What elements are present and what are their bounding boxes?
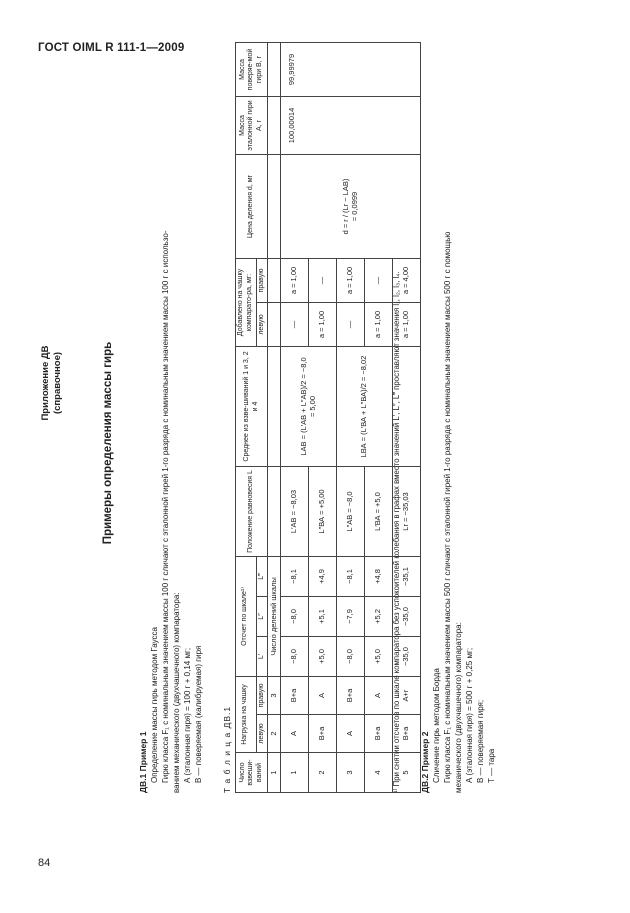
th-load-right: правую — [256, 677, 268, 715]
appendix-heading — [40, 283, 64, 483]
table-row — [280, 42, 308, 792]
example2-line4: А (эталонная гиря) = 500 г + 0,25 мг; — [465, 647, 474, 783]
example2-title: ДВ.2 Пример 2 — [420, 731, 430, 793]
example2-line2: Гирю класса F₁ с номинальным значением массы 500 г сличают с эталонной гирей 1-го разряда с номинальным значением массы 500 г с помощью — [443, 231, 452, 783]
th-mean: Среднее из взве-шиваний 1 и 3, 2 и 4 — [236, 347, 268, 467]
th-division: Цена деления d, мг — [236, 154, 268, 258]
footnote: ¹⁾ При снятии отсчетов по шкале компаратора без успокоителей колебания в графах вместо значений L′, L″, L‴ проставляют значения l₁, l₂, l₃, l₄. — [392, 271, 401, 793]
cell-pos: L″АВ = −8,0 — [336, 467, 364, 557]
note-cell-3: 3 — [268, 677, 280, 715]
cell-mean2: LВА = (L′ВА + L″ВА)/2 = −8,02 — [336, 347, 392, 467]
cell-l3: −35,1 — [392, 557, 420, 597]
th-reading-3: L‴ — [256, 557, 268, 597]
cell-left: B+a — [392, 715, 420, 753]
cell-pos: L′АВ = −8,03 — [280, 467, 308, 557]
main-title: Примеры определения массы гирь — [102, 341, 114, 545]
th-load: Нагрузка на чашку — [236, 677, 257, 753]
cell-division — [280, 154, 420, 258]
cell-l2: +5,1 — [308, 597, 336, 637]
cell-right: B+a — [336, 677, 364, 715]
note-cell-2: 2 — [268, 715, 280, 753]
cell-n: 5 — [392, 753, 420, 793]
th-ref-mass: Массa эталонной гири A, г — [236, 96, 268, 154]
example2-line1: Сличение гирь методом Борда — [432, 668, 441, 783]
cell-add-left: a = 1,00 — [392, 303, 420, 347]
cell-l2: −7,9 — [336, 597, 364, 637]
cell-left: B+a — [364, 715, 392, 753]
cell-l1: −8,0 — [280, 637, 308, 677]
note-cell-11 — [268, 154, 280, 258]
th-position: Положение равновесия L — [236, 467, 268, 557]
example2-line5: В — поверяемая гиря; — [476, 699, 485, 783]
cell-l2: −35,0 — [392, 597, 420, 637]
th-load-left: левую — [256, 715, 268, 753]
cell-pos: L′ВА = +5,0 — [364, 467, 392, 557]
cell-add-left: — — [336, 303, 364, 347]
cell-l3: +4,8 — [364, 557, 392, 597]
example1-line1: Определение массы гирь методом Гаусса — [150, 627, 159, 783]
cell-l1: +5,0 — [308, 637, 336, 677]
cell-n: 2 — [308, 753, 336, 793]
cell-add-right: a = 1,00 — [280, 258, 308, 302]
cell-l2: −8,0 — [280, 597, 308, 637]
example1-title: ДВ.1 Пример 1 — [138, 731, 148, 793]
example1-line4: А (эталонная гиря) = 100 г + 0,14 мг; — [183, 647, 192, 783]
cell-left: А — [280, 715, 308, 753]
note-cell-7 — [268, 467, 280, 557]
example1-line2: Гирю класса F₁ с номинальным значением массы 100 г сличают с эталонной гирей 1-го разряда с номинальным значением массы 100 г с использо- — [161, 230, 170, 783]
appendix-title: Приложение ДВ — [40, 345, 51, 421]
cell-left: А — [336, 715, 364, 753]
example2-line3: механического (двухчашечного) компаратора: — [454, 622, 463, 793]
cell-right: A+r — [392, 677, 420, 715]
cell-right: А — [308, 677, 336, 715]
cell-n: 3 — [336, 753, 364, 793]
note-cell-12 — [268, 96, 280, 154]
appendix-subtitle: (справочное) — [51, 351, 63, 415]
cell-l1: −35,0 — [392, 637, 420, 677]
cell-ref-mass: 100,00014 — [280, 96, 420, 154]
cell-add-left: a = 1,00 — [308, 303, 336, 347]
note-cell-9 — [268, 303, 280, 347]
th-weighing-no: Число взвеши-ваний — [236, 753, 268, 793]
cell-n: 1 — [280, 753, 308, 793]
th-added-right: правую — [256, 258, 268, 302]
cell-pos: L″ВА = +5,00 — [308, 467, 336, 557]
cell-add-right: — — [308, 258, 336, 302]
note-cell-10 — [268, 258, 280, 302]
cell-l1: −8,0 — [336, 637, 364, 677]
th-test-mass: Масса поверяе-мой гири B, г — [236, 42, 268, 96]
document-header: ГОСТ OIML R 111-1—2009 — [38, 42, 185, 54]
example1-line3: ванием механического (двухчашечного) компаратора: — [172, 592, 181, 793]
cell-l2: +5,2 — [364, 597, 392, 637]
example1-line5: В — поверяемая (калибруемая) гиря — [194, 645, 203, 783]
th-readings: Отсчет по шкале¹⁾ — [236, 557, 257, 677]
division-formula: d = r / (Lr − LАВ) — [340, 178, 350, 235]
cell-right: B+a — [280, 677, 308, 715]
cell-right: А — [364, 677, 392, 715]
cell-left: B+a — [308, 715, 336, 753]
th-reading-2: L″ — [256, 597, 268, 637]
cell-add-right: — — [364, 258, 392, 302]
mean1-value: = 5,00 — [308, 395, 318, 418]
table-label: Т а б л и ц а ДВ.1 — [222, 705, 232, 793]
example2-line6: Т — тара — [487, 748, 496, 783]
note-cell-1: 1 — [268, 753, 280, 793]
divisions-note: Число делений шкалы — [268, 557, 280, 677]
cell-l3: +4,9 — [308, 557, 336, 597]
cell-l3: −8,1 — [336, 557, 364, 597]
note-cell-8 — [268, 347, 280, 467]
cell-add-right: a = 1,00 — [336, 258, 364, 302]
cell-n: 4 — [364, 753, 392, 793]
th-reading-1: L′ — [256, 637, 268, 677]
cell-l3: −8,1 — [280, 557, 308, 597]
cell-add-right: a = 4,00 — [392, 258, 420, 302]
cell-test-mass: 99,99979 — [280, 42, 420, 96]
note-cell-13 — [268, 42, 280, 96]
mean1-formula: LАВ = (L′АВ + L″АВ)/2 = −8,0 — [298, 357, 308, 456]
cell-add-left: — — [280, 303, 308, 347]
th-added: Добавлено на чашку компарато-ра, мг: — [236, 258, 257, 346]
cell-mean1 — [280, 347, 336, 467]
th-added-left: левую — [256, 303, 268, 347]
cell-l1: +5,0 — [364, 637, 392, 677]
page-number: 84 — [38, 857, 51, 869]
cell-add-left: a = 1,00 — [364, 303, 392, 347]
division-value: = 0,0999 — [350, 191, 360, 222]
cell-pos: Lr = −35,03 — [392, 467, 420, 557]
